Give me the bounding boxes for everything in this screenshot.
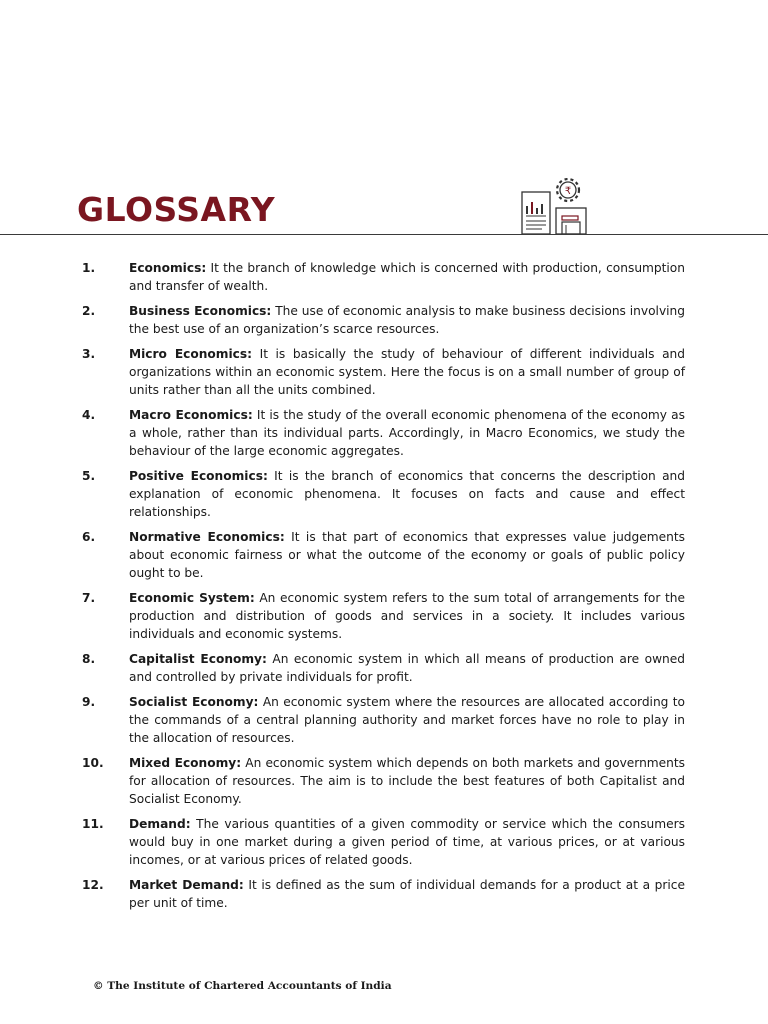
item-term: Positive Economics: bbox=[129, 469, 268, 483]
glossary-item bbox=[82, 589, 685, 643]
glossary-item bbox=[82, 467, 685, 521]
item-definition bbox=[129, 406, 685, 460]
item-text: It is basically the study of behaviour of different individuals and organizations within an economic system. Here the focus is on a small number of group of units rather than all the units combined. bbox=[129, 347, 686, 397]
item-term: Economic System: bbox=[129, 591, 255, 605]
item-number: 1. bbox=[82, 261, 96, 275]
item-term: Economics: bbox=[129, 261, 207, 275]
item-number: 12. bbox=[82, 878, 104, 892]
item-definition bbox=[129, 467, 685, 521]
item-text: An economic system where the resources are allocated according to the commands of a central planning authority and market forces have no role to play in the allocation of resources. bbox=[129, 695, 686, 745]
svg-text:₹: ₹ bbox=[564, 186, 572, 197]
item-definition bbox=[129, 259, 685, 295]
item-number: 6. bbox=[82, 530, 96, 544]
item-definition bbox=[129, 754, 685, 808]
item-number: 8. bbox=[82, 652, 96, 666]
glossary-item bbox=[82, 302, 685, 338]
item-text: An economic system in which all means of production are owned and controlled by private individuals for profit. bbox=[129, 652, 685, 684]
item-text: It is defined as the sum of individual demands for a product at a price per unit of time. bbox=[129, 878, 685, 910]
item-number: 7. bbox=[82, 591, 96, 605]
item-number: 5. bbox=[82, 469, 96, 483]
item-text: The various quantities of a given commodity or service which the consumers would buy in one market during a given period of time, at various prices, or at various incomes, or at various prices of related goods. bbox=[129, 817, 685, 867]
item-number: 2. bbox=[82, 304, 96, 318]
item-term: Demand: bbox=[129, 817, 191, 831]
item-definition bbox=[129, 693, 685, 747]
header-rule bbox=[0, 234, 768, 235]
item-definition bbox=[129, 302, 685, 338]
glossary-item bbox=[82, 406, 685, 460]
item-text: An economic system refers to the sum total of arrangements for the production and distribution of goods and services in a society. It includes various individuals and economic systems. bbox=[129, 591, 685, 641]
item-term: Socialist Economy: bbox=[129, 695, 259, 709]
item-term: Capitalist Economy: bbox=[129, 652, 267, 666]
item-text: An economic system which depends on both markets and governments for allocation of resources. The aim is to include the best features of both Capitalist and Socialist Economy. bbox=[129, 756, 686, 806]
glossary-item bbox=[82, 259, 685, 295]
item-term: Mixed Economy: bbox=[129, 756, 242, 770]
item-definition bbox=[129, 650, 685, 686]
item-text: It is that part of economics that expresses value judgements about economic fairness or what the outcome of the economy or goals of public policy ought to be. bbox=[129, 530, 685, 580]
item-number: 11. bbox=[82, 817, 104, 831]
item-term: Macro Economics: bbox=[129, 408, 253, 422]
glossary-item bbox=[82, 815, 685, 869]
item-text: It the branch of knowledge which is concerned with production, consumption and transfer of wealth. bbox=[129, 261, 685, 293]
item-definition bbox=[129, 815, 685, 869]
item-number: 10. bbox=[82, 756, 104, 770]
glossary-item bbox=[82, 754, 685, 808]
glossary-item bbox=[82, 345, 685, 399]
item-number: 3. bbox=[82, 347, 96, 361]
item-term: Micro Economics: bbox=[129, 347, 253, 361]
item-term: Normative Economics: bbox=[129, 530, 285, 544]
glossary-item bbox=[82, 693, 685, 747]
item-term: Market Demand: bbox=[129, 878, 244, 892]
item-number: 9. bbox=[82, 695, 96, 709]
glossary-item bbox=[82, 650, 685, 686]
glossary-list bbox=[82, 259, 685, 919]
item-definition bbox=[129, 589, 685, 643]
glossary-item bbox=[82, 876, 685, 912]
item-text: The use of economic analysis to make business decisions involving the best use of an organization’s scarce resources. bbox=[129, 304, 686, 336]
item-term: Business Economics: bbox=[129, 304, 272, 318]
footer-copyright: © The Institute of Chartered Accountants of India bbox=[93, 980, 392, 992]
item-definition bbox=[129, 528, 685, 582]
page-title: GLOSSARY bbox=[77, 190, 276, 229]
item-definition bbox=[129, 345, 685, 399]
economics-documents-icon bbox=[518, 178, 590, 236]
item-text: It is the study of the overall economic phenomena of the economy as a whole, rather than its individual parts. Accordingly, in Macro Economics, we study the behaviour of the large economic aggregates. bbox=[129, 408, 685, 458]
item-number: 4. bbox=[82, 408, 96, 422]
glossary-item bbox=[82, 528, 685, 582]
item-definition bbox=[129, 876, 685, 912]
item-text: It is the branch of economics that concerns the description and explanation of economic phenomena. It focuses on facts and cause and effect relationships. bbox=[129, 469, 685, 519]
